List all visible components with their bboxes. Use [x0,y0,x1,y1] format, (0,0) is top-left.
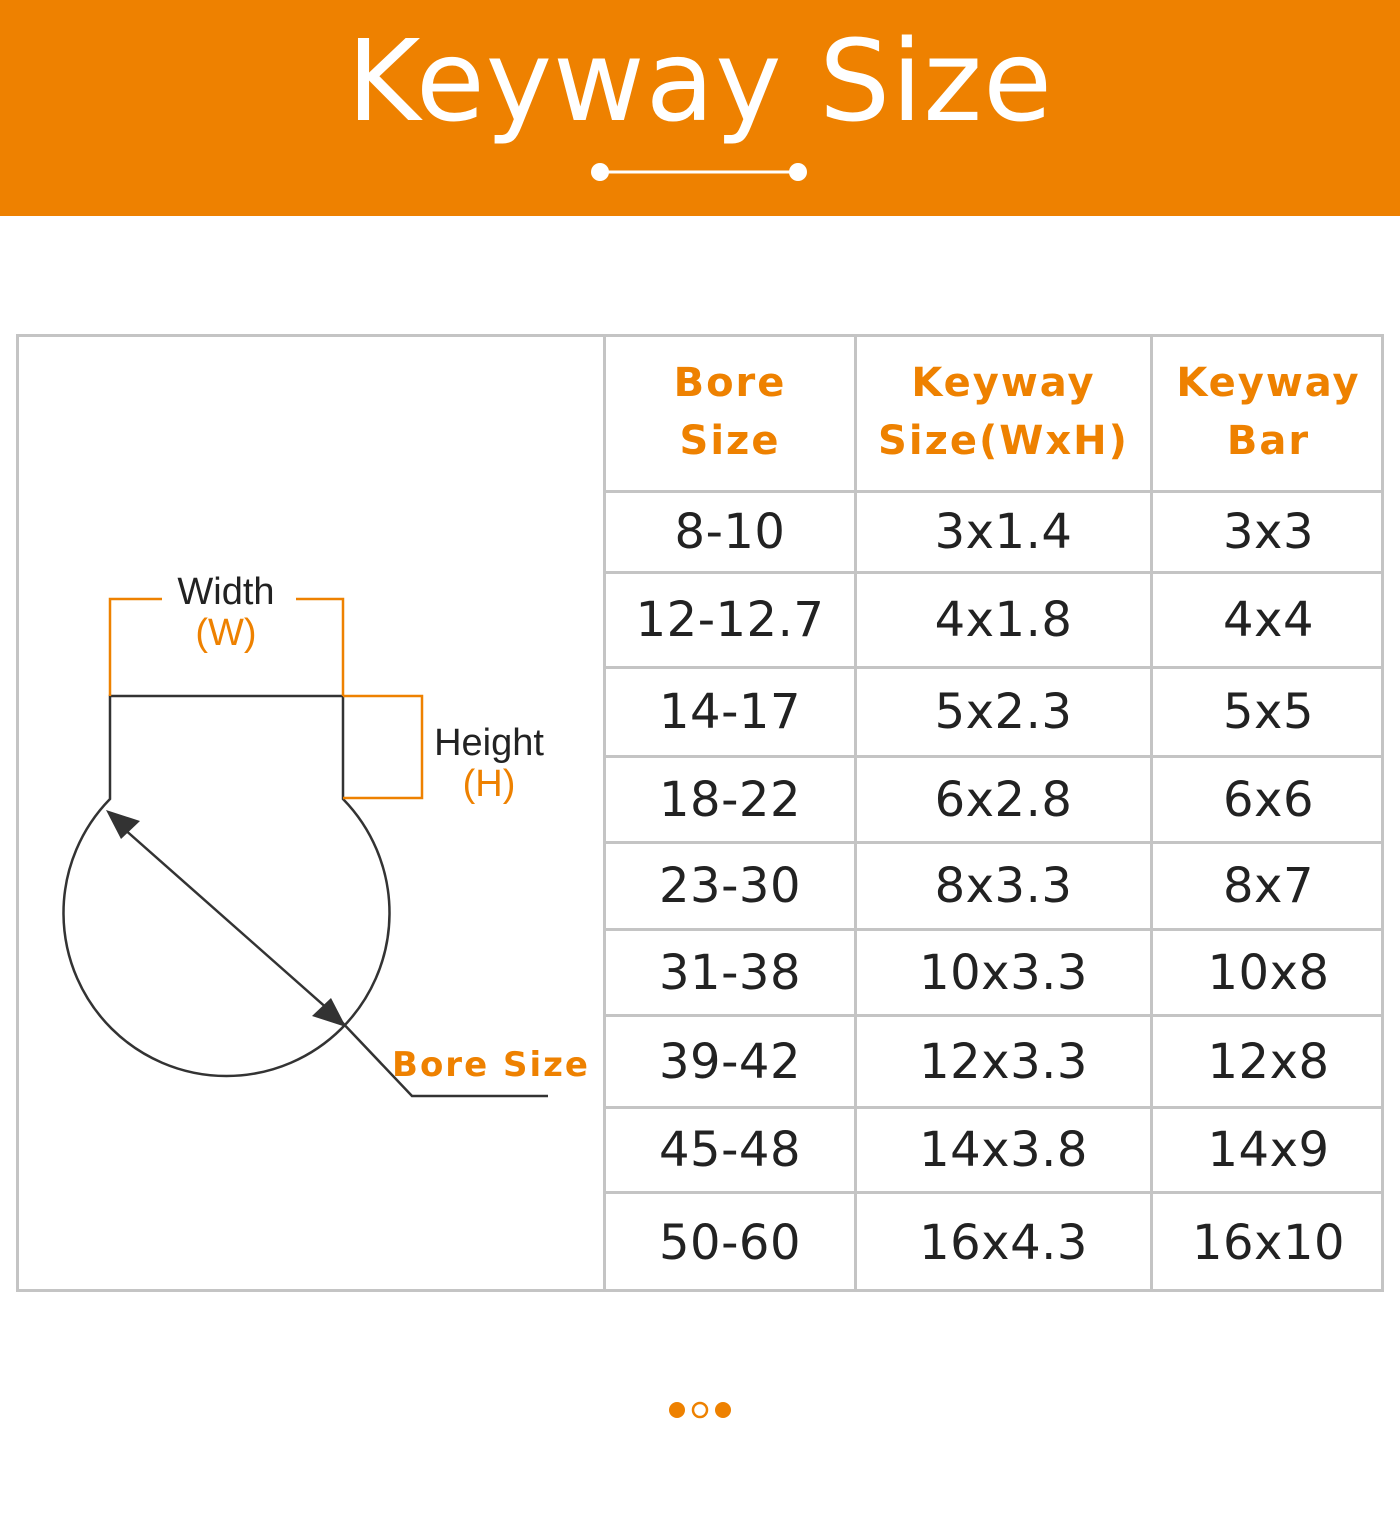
title-underline-ornament [590,160,810,184]
cell-keyway-bar: 5x5 [1223,684,1314,740]
cell-bore-size: 8-10 [674,504,786,560]
carousel-dots [664,1398,736,1422]
title-banner [0,0,1400,216]
cell-keyway-bar: 3x3 [1223,504,1314,560]
height-symbol: (H) [462,763,516,805]
header-bore-size: Bore Size [673,360,787,464]
header-keyway-size: Keyway Size(WxH) [878,360,1129,464]
cell-bore-size: 18-22 [659,771,801,828]
cell-keyway-size: 10x3.3 [919,944,1088,1001]
width-label: Width [177,571,275,613]
keyway-diagram [16,334,604,1292]
page-title: Keyway Size [346,17,1054,147]
cell-keyway-bar: 6x6 [1223,771,1314,828]
height-label: Height [434,722,544,764]
bore-diameter-line [114,820,338,1018]
cell-keyway-bar: 10x8 [1207,944,1330,1001]
cell-keyway-bar: 16x10 [1191,1215,1346,1271]
cell-keyway-size: 14x3.8 [919,1122,1088,1178]
cell-keyway-bar: 4x4 [1223,592,1314,648]
bore-size-label: Bore Size [392,1045,590,1085]
keyway-size-table [603,334,1384,1292]
cell-keyway-bar: 14x9 [1207,1122,1330,1178]
width-symbol: (W) [195,612,257,654]
cell-keyway-size: 4x1.8 [934,592,1073,648]
height-bracket [343,696,422,798]
cell-bore-size: 45-48 [659,1122,801,1178]
cell-bore-size: 39-42 [659,1033,801,1090]
carousel-dot [669,1402,685,1418]
cell-bore-size: 23-30 [659,858,801,914]
arrow-head-top-icon [106,810,140,839]
header-keyway-bar: Keyway Bar [1176,360,1361,464]
cell-keyway-size: 16x4.3 [919,1215,1088,1271]
width-bracket [110,599,162,696]
carousel-dot-active [693,1403,707,1417]
cell-keyway-size: 3x1.4 [934,504,1073,560]
cell-keyway-size: 8x3.3 [934,858,1073,914]
carousel-dot [715,1402,731,1418]
cell-bore-size: 50-60 [659,1215,801,1271]
cell-bore-size: 31-38 [659,944,801,1001]
cell-keyway-size: 5x2.3 [934,684,1073,740]
cell-bore-size: 14-17 [659,684,801,740]
cell-keyway-size: 6x2.8 [934,771,1073,828]
cell-keyway-bar: 8x7 [1223,858,1314,914]
cell-keyway-bar: 12x8 [1207,1033,1330,1090]
cell-keyway-size: 12x3.3 [919,1033,1088,1090]
width-bracket-right [296,599,343,696]
cell-bore-size: 12-12.7 [635,592,825,648]
